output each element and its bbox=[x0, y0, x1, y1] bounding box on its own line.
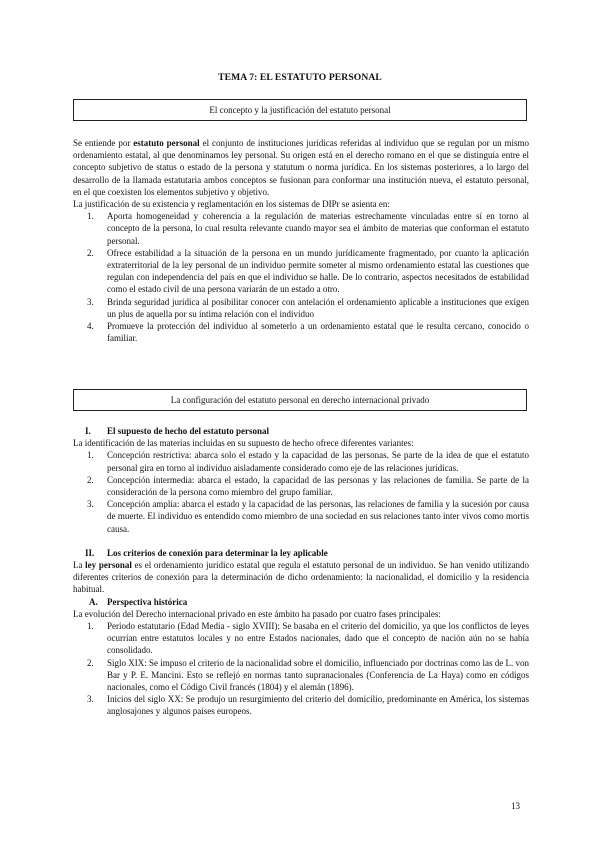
list-item: 4. Promueve la protección del individuo al someterlo a un ordenamiento estatal que le resulta cercano, conocido o familiar. bbox=[87, 321, 529, 344]
part2-intro: La ley personal es el ordenamiento jurídico estatal que regula el estatuto personal de un individuo. Se han venido utilizando diferentes criterios de conexión para la determinación de dicho ordenamiento: la nacionalidad, el domicilio y la residencia habitual. bbox=[73, 560, 529, 595]
list-item: 2. Siglo XIX: Se impuso el criterio de la nacionalidad sobre el domicilio, influenciado por doctrinas como las de L. von Bar y P. E. Mancini. Esto se reflejó en normas tanto supranacionales (Conferencia de La Haya) como en códigos nacionales, como el Código Civil francés (1804) y el alemán (1896). bbox=[87, 657, 529, 693]
list-item: 3. Inicios del siglo XX: Se produjo un resurgimiento del criterio del domicilio, predominante en América, los sistemas anglosajones y algunos países europeos. bbox=[87, 694, 529, 717]
part1-list bbox=[73, 449, 529, 534]
list-item: 1. Periodo estatutario (Edad Media - siglo XVIII): Se basaba en el criterio del domicilio, ya que los conflictos de leyes ocurrían entre estatutos locales y no entre Estados nacionales, dado que el concepto de nación aún no se había consolidado. bbox=[87, 621, 529, 656]
term-ley-personal: ley personal bbox=[85, 560, 132, 571]
list-item: 3. Concepción amplia: abarca el estado y la capacidad de las personas, las relaciones de familia y la sucesión por causa de muerte. El individuo es entendido como miembro de una sociedad en sus relaciones tanto inter vivos como mortis causa. bbox=[87, 499, 529, 534]
page-title: TEMA 7: EL ESTATUTO PERSONAL bbox=[218, 72, 382, 83]
page-number: 13 bbox=[511, 801, 520, 811]
justification-list bbox=[73, 210, 529, 344]
part2-heading: II. Los criterios de conexión para determinar la ley aplicable bbox=[85, 547, 328, 558]
list-item: 1. Concepción restrictiva: abarca solo el estado y la capacidad de las personas. Se parte de la idea de que el estatuto personal gira en torno al individuo aisladamente considerado como eje de las relaciones jurídicas. bbox=[87, 450, 529, 473]
list-item: 2. Ofrece estabilidad a la situación de la persona en un mundo jurídicamente fragmentado, por cuanto la aplicación extraterritorial de la ley personal de un individuo permite someter al mismo ordenamiento estatal las cuestiones que regulan con independencia del país en que el individuo se halle. De lo contrario, aspectos necesitados de estabilidad como el estado civil de una persona variarán de un estado a otro. bbox=[87, 247, 529, 295]
section-box-configuration: La configuración del estatuto personal en derecho internacional privado bbox=[73, 389, 527, 411]
section-box-concept: El concepto y la justificación del estatuto personal bbox=[73, 99, 527, 121]
list-item: 3. Brinda seguridad jurídica al posibilitar conocer con antelación el ordenamiento aplicable a instituciones que exigen un plus de aquella por su íntima relación con el individuo bbox=[87, 296, 529, 319]
part2-sub-intro: La evolución del Derecho internacional privado en este ámbito ha pasado por cuatro fases principales: bbox=[73, 608, 441, 619]
section-configuration-body bbox=[73, 425, 529, 718]
part1-heading: I. El supuesto de hecho del estatuto personal bbox=[85, 426, 270, 436]
term-estatuto-personal: estatuto personal bbox=[133, 138, 200, 148]
list-item: 1. Aporta homogeneidad y coherencia a la regulación de materias estrechamente vinculadas entre sí en torno al concepto de la persona, lo cual resulta relevante cuando mayor sea el ámbito de materias que conforman el estatuto personal. bbox=[87, 211, 529, 246]
part2-subheading: A. Perspectiva histórica bbox=[89, 596, 188, 607]
section-concept-body bbox=[73, 137, 529, 344]
part2-list bbox=[73, 620, 529, 718]
list-item: 2. Concepción intermedia: abarca el estado, la capacidad de las personas y las relaciones de familia. Se parte de la consideración de la persona como miembro del grupo familiar. bbox=[87, 474, 529, 498]
part1-intro: La identificación de las materias incluidas en su supuesto de hecho ofrece diferentes variantes: bbox=[73, 438, 414, 449]
intro-paragraph: Se entiende por estatuto personal el conjunto de instituciones jurídicas referidas al individuo que se regulan por un mismo ordenamiento estatal, al que denominamos ley personal. Su origen está en el derecho romano en el que se distinguía entre el concepto subjetivo de status o estado de la persona y statutum o norma jurídica. En los sistemas posteriores, a lo largo del desarrollo de la llamada estatutaria ambos conceptos se fusionan para conformar una institución nueva, el estatuto personal, en el que coexisten los elementos subjetivo y objetivo. bbox=[73, 138, 529, 197]
justification-intro: La justificación de su existencia y reglamentación en los sistemas de DIPr se asienta en: bbox=[73, 199, 390, 210]
